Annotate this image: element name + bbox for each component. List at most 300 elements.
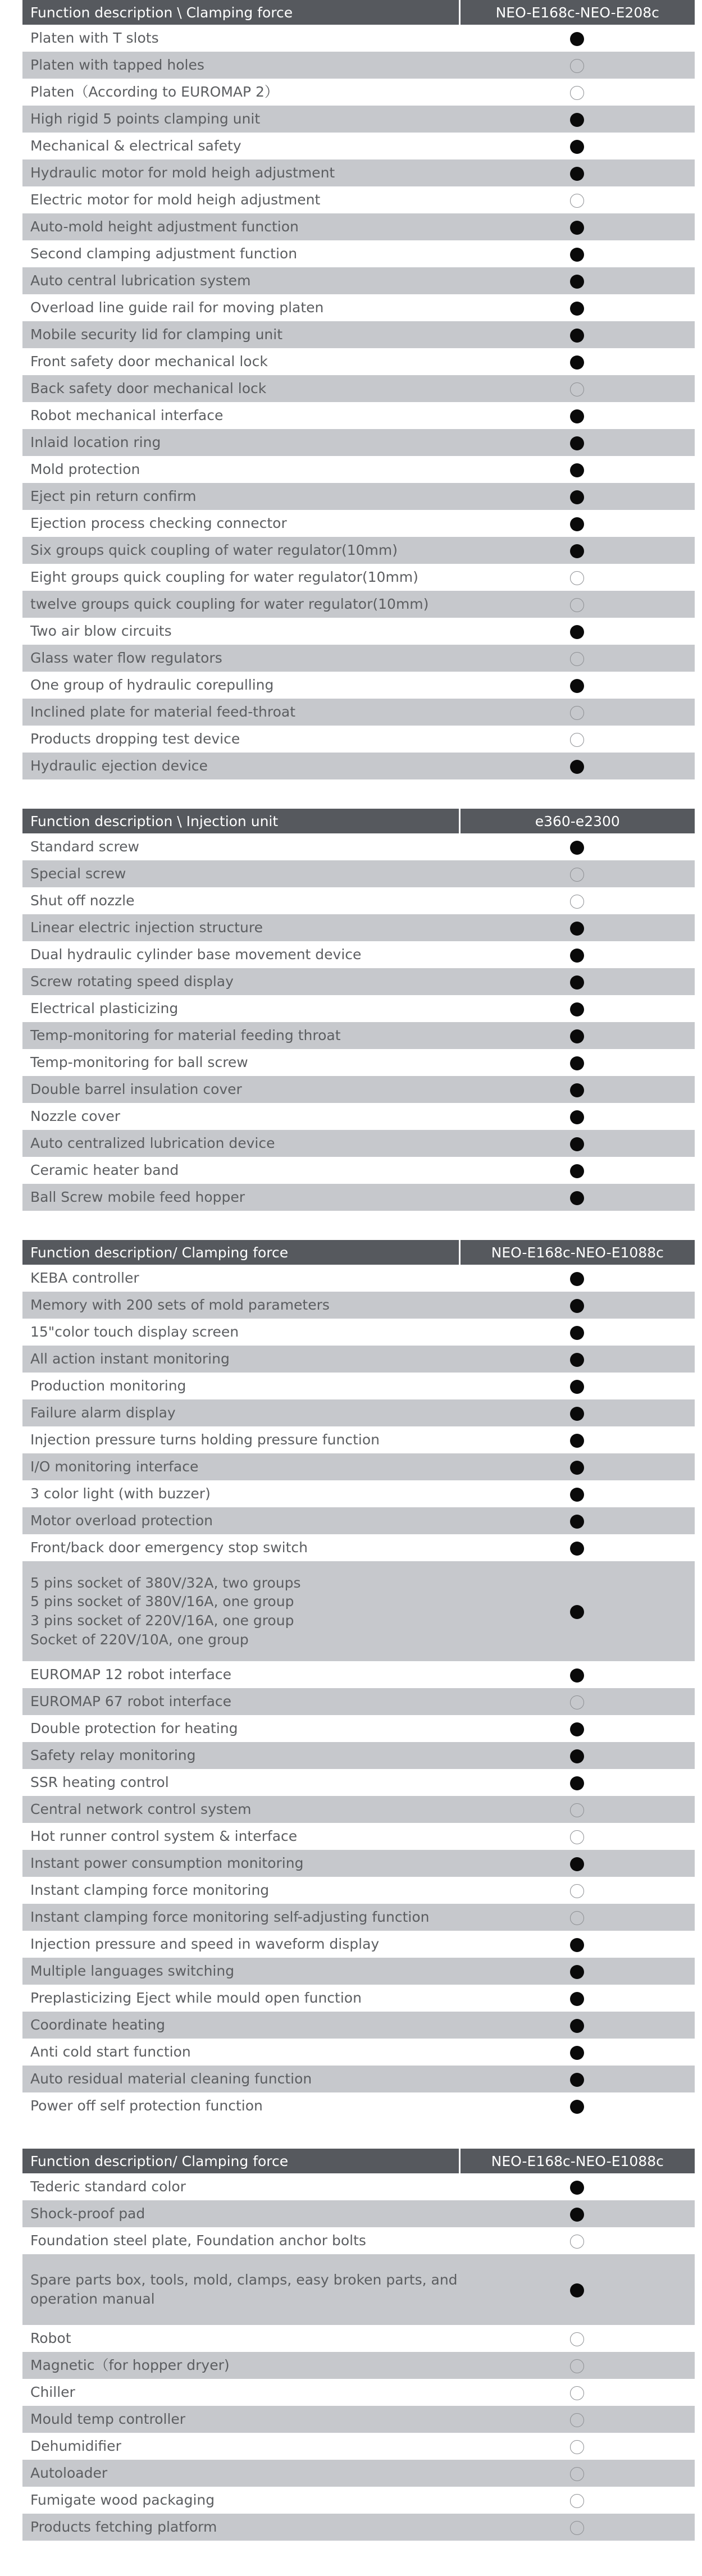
filled-circle-icon	[570, 544, 584, 558]
feature-label-line: 5 pins socket of 380V/16A, one group	[30, 1593, 294, 1610]
filled-circle-icon	[570, 275, 584, 289]
table-row	[22, 1688, 695, 1715]
feature-label: Two air blow circuits	[30, 623, 172, 640]
availability-cell	[459, 456, 695, 483]
filled-circle-icon	[570, 167, 584, 181]
availability-cell	[459, 1904, 695, 1931]
availability-cell	[459, 2254, 695, 2325]
table-row	[22, 2514, 695, 2541]
table-row	[22, 1022, 695, 1049]
availability-cell	[459, 2433, 695, 2460]
availability-cell	[459, 860, 695, 887]
table-header-row	[22, 809, 695, 833]
model-column-header: e360-e2300	[459, 809, 695, 833]
feature-label: Electric motor for mold heigh adjustment	[30, 192, 321, 208]
feature-label: Back safety door mechanical lock	[22, 375, 459, 402]
hollow-circle-icon	[570, 59, 584, 73]
hollow-circle-icon	[570, 2494, 584, 2508]
availability-cell	[459, 1292, 695, 1319]
filled-circle-icon	[570, 436, 584, 450]
table-row	[22, 348, 695, 375]
availability-cell	[459, 159, 695, 186]
table-row	[22, 52, 695, 79]
availability-cell	[459, 348, 695, 375]
feature-label: Preplasticizing Eject while mould open function	[30, 1990, 362, 2007]
feature-label: Memory with 200 sets of mold parameters	[22, 1292, 459, 1319]
table-row	[22, 2227, 695, 2254]
feature-label: twelve groups quick coupling for water regulator(10mm)	[22, 591, 459, 618]
feature-label	[22, 1561, 459, 1661]
availability-cell	[459, 321, 695, 348]
filled-circle-icon	[570, 760, 584, 774]
feature-label: Electrical plasticizing	[30, 1000, 179, 1017]
availability-cell	[459, 1688, 695, 1715]
table-row	[22, 1769, 695, 1796]
availability-cell	[459, 914, 695, 941]
filled-circle-icon	[570, 2073, 584, 2087]
table-row	[22, 995, 695, 1022]
filled-circle-icon	[570, 1083, 584, 1097]
filled-circle-icon	[570, 1965, 584, 1979]
table-row	[22, 2200, 695, 2227]
hollow-circle-icon	[570, 2440, 584, 2454]
availability-cell	[459, 186, 695, 213]
table-row	[22, 833, 695, 860]
table-row	[22, 240, 695, 267]
table-row	[22, 1130, 695, 1157]
table-row	[22, 1426, 695, 1453]
table-row	[22, 1292, 695, 1319]
table-row	[22, 1399, 695, 1426]
availability-cell	[459, 1850, 695, 1877]
availability-cell	[459, 537, 695, 564]
feature-label: Multiple languages switching	[22, 1958, 459, 1985]
hollow-circle-icon	[570, 571, 584, 585]
feature-label: Hot runner control system & interface	[30, 1828, 298, 1845]
table-header-row	[22, 2149, 695, 2173]
availability-cell	[459, 2406, 695, 2433]
hollow-circle-icon	[570, 86, 584, 100]
feature-label: Auto residual material cleaning function	[22, 2066, 459, 2092]
hollow-circle-icon	[570, 2359, 584, 2373]
availability-cell	[459, 1480, 695, 1507]
filled-circle-icon	[570, 140, 584, 154]
availability-cell	[459, 2173, 695, 2200]
table-row	[22, 1373, 695, 1399]
function-column-header: Function description \ Injection unit	[22, 809, 459, 833]
feature-label: Magnetic（for hopper dryer)	[22, 2352, 459, 2379]
table-row	[22, 1534, 695, 1561]
feature-label: Standard screw	[30, 838, 140, 855]
availability-cell	[459, 1265, 695, 1292]
hollow-circle-icon	[570, 2521, 584, 2535]
feature-label: Hydraulic motor for mold heigh adjustment	[22, 159, 459, 186]
table-row	[22, 1076, 695, 1103]
feature-label: Injection pressure turns holding pressure function	[30, 1431, 380, 1448]
availability-cell	[459, 267, 695, 294]
hollow-circle-icon	[570, 895, 584, 909]
filled-circle-icon	[570, 1380, 584, 1394]
hollow-circle-icon	[570, 706, 584, 720]
availability-cell	[459, 52, 695, 79]
table-header-row	[22, 0, 695, 25]
availability-cell	[459, 1715, 695, 1742]
filled-circle-icon	[570, 1164, 584, 1178]
availability-cell	[459, 1184, 695, 1211]
availability-cell	[459, 2325, 695, 2352]
availability-cell	[459, 2227, 695, 2254]
feature-label: Power off self protection function	[30, 2098, 263, 2114]
feature-label: Glass water flow regulators	[22, 645, 459, 672]
availability-cell	[459, 1769, 695, 1796]
feature-label: Ejection process checking connector	[30, 515, 287, 532]
table-row	[22, 887, 695, 914]
feature-label: 3 color light (with buzzer)	[30, 1485, 211, 1502]
filled-circle-icon	[570, 2208, 584, 2222]
filled-circle-icon	[570, 922, 584, 936]
feature-label: Mold protection	[30, 461, 140, 478]
table-row	[22, 375, 695, 402]
feature-label: Screw rotating speed display	[22, 968, 459, 995]
table-row	[22, 2039, 695, 2066]
availability-cell	[459, 1076, 695, 1103]
spec-table-1	[22, 0, 695, 779]
availability-cell	[459, 941, 695, 968]
feature-label: Special screw	[22, 860, 459, 887]
feature-label: Injection pressure and speed in waveform display	[30, 1936, 380, 1953]
availability-cell	[459, 2352, 695, 2379]
feature-label: Linear electric injection structure	[22, 914, 459, 941]
feature-label: Platen with T slots	[30, 30, 159, 47]
availability-cell	[459, 1453, 695, 1480]
table-row	[22, 1265, 695, 1292]
hollow-circle-icon	[570, 868, 584, 882]
filled-circle-icon	[570, 841, 584, 855]
feature-label-line: operation manual	[30, 2291, 155, 2307]
table-row	[22, 1661, 695, 1688]
feature-label: Platen（According to EUROMAP 2）	[30, 84, 279, 101]
filled-circle-icon	[570, 1605, 584, 1619]
spec-table-4	[22, 2149, 695, 2541]
feature-label: Double protection for heating	[30, 1720, 238, 1737]
table-row	[22, 1480, 695, 1507]
feature-label: Autoloader	[22, 2460, 459, 2487]
feature-label: Temp-monitoring for ball screw	[30, 1054, 248, 1071]
availability-cell	[459, 1985, 695, 2012]
availability-cell	[459, 294, 695, 321]
feature-label: Auto-mold height adjustment function	[22, 213, 459, 240]
availability-cell	[459, 2039, 695, 2066]
availability-cell	[459, 591, 695, 618]
availability-cell	[459, 1534, 695, 1561]
availability-cell	[459, 887, 695, 914]
feature-label: Motor overload protection	[22, 1507, 459, 1534]
feature-label: Shut off nozzle	[30, 892, 135, 909]
feature-label: Mobile security lid for clamping unit	[22, 321, 459, 348]
spec-table-3	[22, 1240, 695, 2119]
table-row	[22, 25, 695, 52]
table-row	[22, 133, 695, 159]
hollow-circle-icon	[570, 1884, 584, 1898]
filled-circle-icon	[570, 1857, 584, 1871]
filled-circle-icon	[570, 221, 584, 235]
function-column-header: Function description \ Clamping force	[22, 0, 459, 25]
feature-label: EUROMAP 67 robot interface	[22, 1688, 459, 1715]
filled-circle-icon	[570, 302, 584, 316]
feature-label: Hydraulic ejection device	[22, 753, 459, 779]
table-row	[22, 753, 695, 779]
table-row	[22, 1931, 695, 1958]
feature-label: Anti cold start function	[30, 2044, 191, 2060]
filled-circle-icon	[570, 409, 584, 423]
filled-circle-icon	[570, 1002, 584, 1016]
filled-circle-icon	[570, 113, 584, 127]
table-row	[22, 1958, 695, 1985]
availability-cell	[459, 1130, 695, 1157]
feature-label: Instant power consumption monitoring	[22, 1850, 459, 1877]
table-row	[22, 2173, 695, 2200]
feature-label: Instant clamping force monitoring self-adjusting function	[22, 1904, 459, 1931]
hollow-circle-icon	[570, 652, 584, 666]
feature-label: Auto central lubrication system	[22, 267, 459, 294]
availability-cell	[459, 1157, 695, 1184]
availability-cell	[459, 375, 695, 402]
availability-cell	[459, 1958, 695, 1985]
filled-circle-icon	[570, 355, 584, 370]
filled-circle-icon	[570, 32, 584, 46]
filled-circle-icon	[570, 1056, 584, 1070]
table-row	[22, 294, 695, 321]
specification-document	[22, 0, 702, 2541]
availability-cell	[459, 1103, 695, 1130]
table-row	[22, 2066, 695, 2092]
table-row	[22, 1823, 695, 1850]
availability-cell	[459, 1049, 695, 1076]
table-row	[22, 2433, 695, 2460]
feature-label: One group of hydraulic corepulling	[30, 677, 274, 694]
hollow-circle-icon	[570, 382, 584, 396]
availability-cell	[459, 2514, 695, 2541]
table-row	[22, 456, 695, 483]
filled-circle-icon	[570, 975, 584, 990]
filled-circle-icon	[570, 949, 584, 963]
table-header-row	[22, 1240, 695, 1265]
availability-cell	[459, 510, 695, 537]
availability-cell	[459, 672, 695, 699]
availability-cell	[459, 133, 695, 159]
availability-cell	[459, 699, 695, 726]
feature-label: Foundation steel plate, Foundation anchor bolts	[30, 2232, 366, 2249]
feature-label: SSR heating control	[30, 1774, 169, 1791]
availability-cell	[459, 564, 695, 591]
feature-label: Coordinate heating	[22, 2012, 459, 2039]
filled-circle-icon	[570, 2100, 584, 2114]
availability-cell	[459, 726, 695, 753]
availability-cell	[459, 1742, 695, 1769]
availability-cell	[459, 1796, 695, 1823]
table-row	[22, 1346, 695, 1373]
table-row	[22, 564, 695, 591]
feature-label: Mechanical & electrical safety	[30, 138, 241, 154]
table-row	[22, 1319, 695, 1346]
availability-cell	[459, 1319, 695, 1346]
table-row	[22, 483, 695, 510]
availability-cell	[459, 1561, 695, 1661]
filled-circle-icon	[570, 1434, 584, 1448]
table-row	[22, 1561, 695, 1661]
feature-label: I/O monitoring interface	[22, 1453, 459, 1480]
table-row	[22, 1715, 695, 1742]
feature-label: Fumigate wood packaging	[30, 2492, 215, 2509]
table-row	[22, 186, 695, 213]
filled-circle-icon	[570, 1776, 584, 1790]
feature-label: Platen with tapped holes	[22, 52, 459, 79]
table-row	[22, 860, 695, 887]
availability-cell	[459, 1823, 695, 1850]
availability-cell	[459, 833, 695, 860]
filled-circle-icon	[570, 1938, 584, 1952]
feature-label: Overload line guide rail for moving platen	[30, 299, 324, 316]
feature-label: Inlaid location ring	[22, 429, 459, 456]
table-row	[22, 2092, 695, 2119]
table-row	[22, 726, 695, 753]
feature-label: Temp-monitoring for material feeding throat	[22, 1022, 459, 1049]
table-row	[22, 159, 695, 186]
feature-label: Robot mechanical interface	[30, 407, 224, 424]
function-column-header: Function description/ Clamping force	[22, 1240, 459, 1265]
availability-cell	[459, 1931, 695, 1958]
filled-circle-icon	[570, 248, 584, 262]
table-row	[22, 1103, 695, 1130]
feature-label: Eight groups quick coupling for water regulator(10mm)	[30, 569, 418, 586]
availability-cell	[459, 402, 695, 429]
availability-cell	[459, 2379, 695, 2406]
hollow-circle-icon	[570, 2386, 584, 2400]
availability-cell	[459, 1346, 695, 1373]
availability-cell	[459, 1877, 695, 1904]
feature-label: Products fetching platform	[22, 2514, 459, 2541]
feature-label: Mould temp controller	[22, 2406, 459, 2433]
feature-label: KEBA controller	[30, 1270, 139, 1287]
feature-label: Second clamping adjustment function	[30, 245, 298, 262]
feature-label-line: Socket of 220V/10A, one group	[30, 1631, 249, 1648]
filled-circle-icon	[570, 1992, 584, 2006]
table-row	[22, 1184, 695, 1211]
availability-cell	[459, 618, 695, 645]
availability-cell	[459, 429, 695, 456]
table-row	[22, 2379, 695, 2406]
filled-circle-icon	[570, 1029, 584, 1043]
table-row	[22, 2012, 695, 2039]
feature-label: Failure alarm display	[22, 1399, 459, 1426]
filled-circle-icon	[570, 1461, 584, 1475]
feature-label-line: 5 pins socket of 380V/32A, two groups	[30, 1574, 301, 1591]
table-row	[22, 2487, 695, 2514]
availability-cell	[459, 968, 695, 995]
availability-cell	[459, 240, 695, 267]
table-row	[22, 2460, 695, 2487]
filled-circle-icon	[570, 463, 584, 477]
feature-label: Auto centralized lubrication device	[22, 1130, 459, 1157]
availability-cell	[459, 1399, 695, 1426]
availability-cell	[459, 79, 695, 106]
filled-circle-icon	[570, 1515, 584, 1529]
filled-circle-icon	[570, 1191, 584, 1205]
availability-cell	[459, 2012, 695, 2039]
table-row	[22, 106, 695, 133]
filled-circle-icon	[570, 1722, 584, 1736]
filled-circle-icon	[570, 1326, 584, 1340]
filled-circle-icon	[570, 1488, 584, 1502]
feature-label: Instant clamping force monitoring	[30, 1882, 270, 1899]
feature-label: EUROMAP 12 robot interface	[30, 1666, 232, 1683]
table-row	[22, 537, 695, 564]
feature-label: Front safety door mechanical lock	[30, 353, 268, 370]
availability-cell	[459, 1507, 695, 1534]
feature-label: Production monitoring	[30, 1378, 186, 1394]
hollow-circle-icon	[570, 2467, 584, 2481]
table-row	[22, 1796, 695, 1823]
hollow-circle-icon	[570, 2332, 584, 2346]
filled-circle-icon	[570, 517, 584, 531]
feature-label: High rigid 5 points clamping unit	[22, 106, 459, 133]
table-row	[22, 1157, 695, 1184]
availability-cell	[459, 106, 695, 133]
availability-cell	[459, 753, 695, 779]
availability-cell	[459, 645, 695, 672]
table-row	[22, 591, 695, 618]
feature-label: Nozzle cover	[30, 1108, 121, 1125]
table-row	[22, 1904, 695, 1931]
filled-circle-icon	[570, 2046, 584, 2060]
feature-label: Dual hydraulic cylinder base movement device	[30, 946, 362, 963]
filled-circle-icon	[570, 2283, 584, 2297]
model-column-header: NEO-E168c-NEO-E1088c	[459, 1240, 695, 1265]
availability-cell	[459, 25, 695, 52]
table-row	[22, 672, 695, 699]
table-row	[22, 1850, 695, 1877]
availability-cell	[459, 1661, 695, 1688]
availability-cell	[459, 2066, 695, 2092]
filled-circle-icon	[570, 1407, 584, 1421]
table-row	[22, 321, 695, 348]
feature-label: 15"color touch display screen	[30, 1324, 239, 1341]
filled-circle-icon	[570, 2019, 584, 2033]
filled-circle-icon	[570, 1353, 584, 1367]
filled-circle-icon	[570, 679, 584, 693]
hollow-circle-icon	[570, 1803, 584, 1817]
hollow-circle-icon	[570, 1911, 584, 1925]
availability-cell	[459, 213, 695, 240]
feature-label: Safety relay monitoring	[22, 1742, 459, 1769]
availability-cell	[459, 2200, 695, 2227]
filled-circle-icon	[570, 329, 584, 343]
filled-circle-icon	[570, 1668, 584, 1683]
feature-label: Products dropping test device	[30, 731, 240, 747]
table-row	[22, 941, 695, 968]
feature-label	[22, 2254, 459, 2325]
table-row	[22, 1877, 695, 1904]
feature-label-line: 3 pins socket of 220V/16A, one group	[30, 1612, 294, 1629]
availability-cell	[459, 2092, 695, 2119]
feature-label: All action instant monitoring	[22, 1346, 459, 1373]
filled-circle-icon	[570, 1749, 584, 1763]
table-row	[22, 267, 695, 294]
table-row	[22, 914, 695, 941]
feature-label: Chiller	[30, 2384, 75, 2401]
feature-label: Front/back door emergency stop switch	[30, 1539, 308, 1556]
hollow-circle-icon	[570, 1695, 584, 1709]
